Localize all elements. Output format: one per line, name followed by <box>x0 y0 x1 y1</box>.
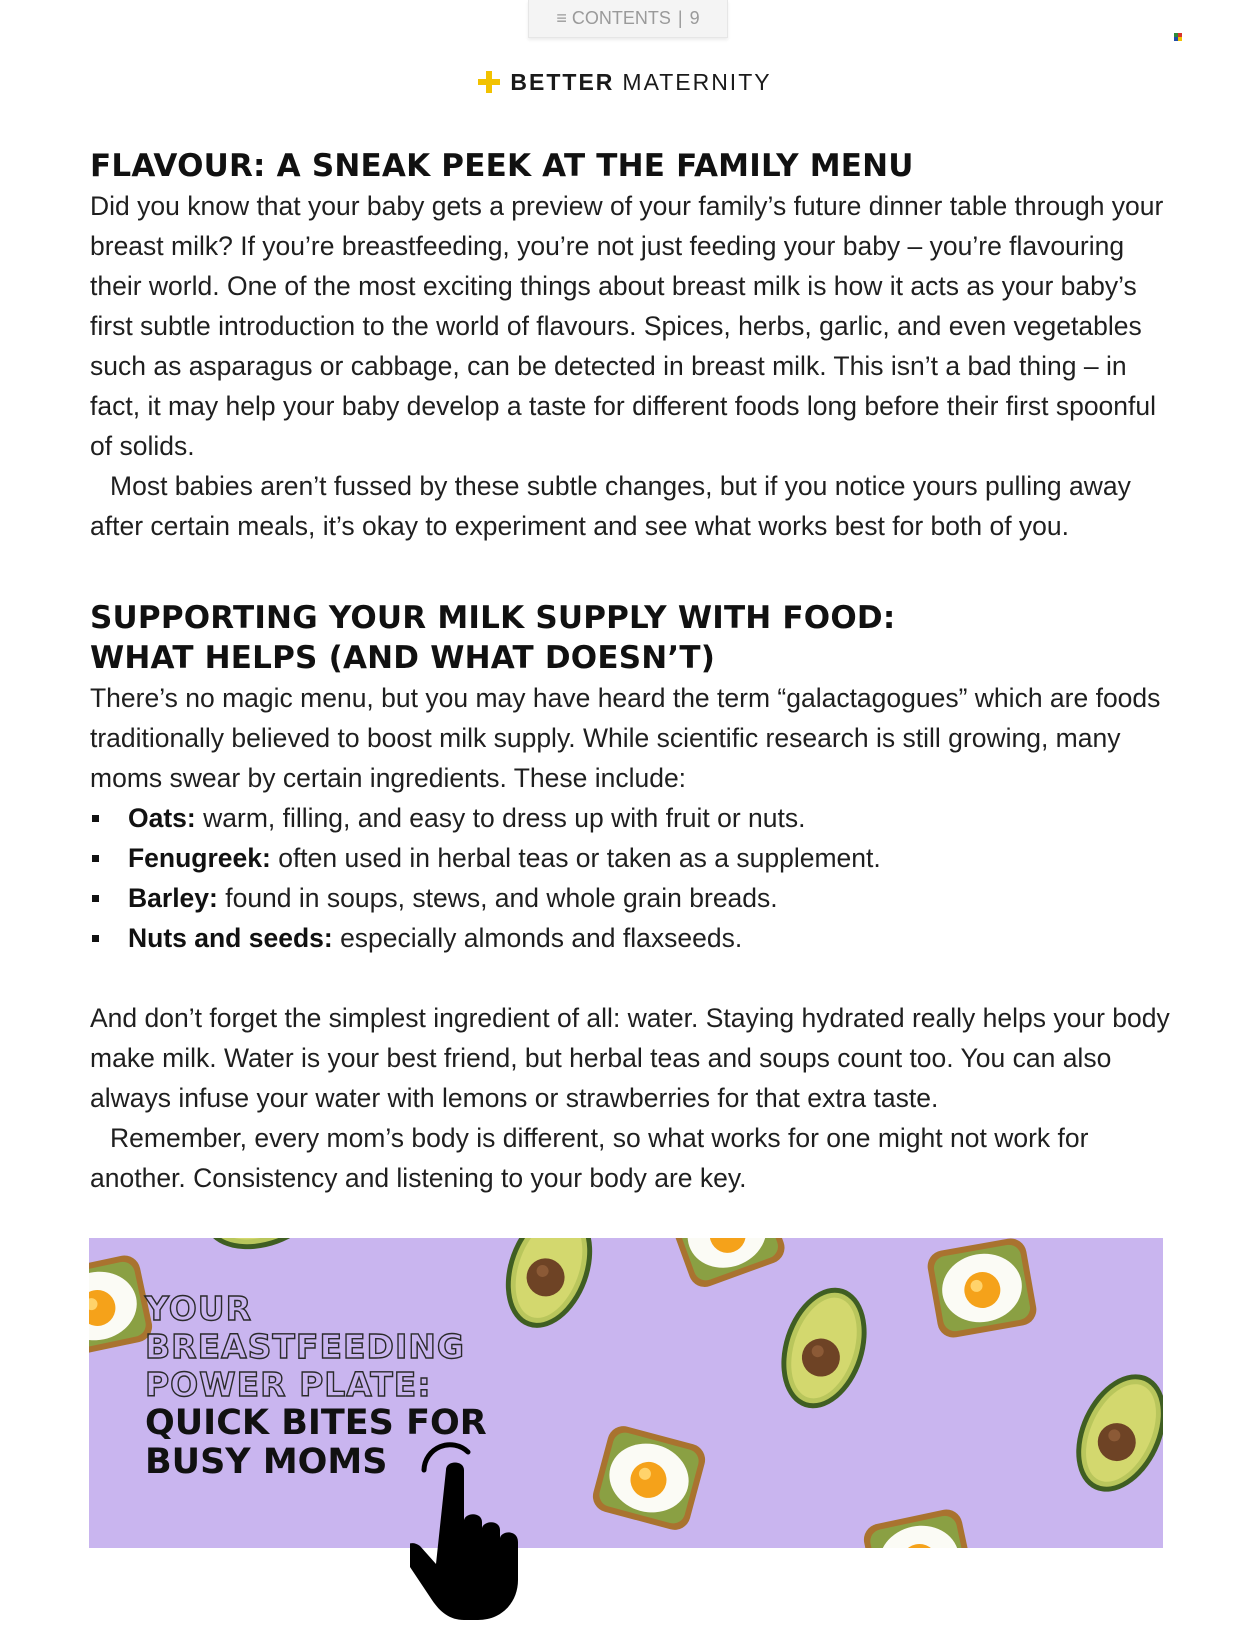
banner-title-outline: BREASTFEEDING <box>145 1327 465 1366</box>
pointing-hand-icon[interactable] <box>410 1440 540 1620</box>
list-item-desc: often used in herbal teas or taken as a supplement. <box>270 843 881 873</box>
list-item-desc: found in soups, stews, and whole grain breads. <box>217 883 778 913</box>
menu-icon: ≡ <box>556 8 572 28</box>
paragraph: There’s no magic menu, but you may have heard the term “galactagogues” which are foods traditionally believed to boost milk supply. While scientific research is still growing, many moms swear by certain ingredients. These include: <box>90 683 1161 793</box>
paragraph: And don’t forget the simplest ingredient of all: water. Staying hydrated really helps your body make milk. Water is your best friend, but herbal teas and soups count too. You can also always infuse your water with lemons or strawberries for that extra taste. <box>90 1003 1170 1113</box>
bullet-icon <box>92 895 99 902</box>
power-plate-banner-link[interactable] <box>89 1238 1163 1548</box>
bullet-icon <box>92 855 99 862</box>
page-number: 9 <box>689 8 700 28</box>
list-item <box>90 918 1170 958</box>
article-body <box>90 146 1170 1198</box>
paragraph: Did you know that your baby gets a preview of your family’s future dinner table through your breast milk? If you’re breastfeeding, you’re not just feeding your baby – you’re flavouring their world. One of the most exciting things about breast milk is how it acts as your baby’s first subtle introduction to the world of flavours. Spices, herbs, garlic, and even vegetables such as asparagus or cabbage, can be detected in breast milk. This isn’t a bad thing – in fact, it may help your baby develop a taste for different foods long before their first spoonful of solids. <box>90 191 1164 461</box>
section-heading-line-2: WHAT HELPS (AND WHAT DOESN’T) <box>90 640 716 676</box>
list-item-term: Barley: <box>128 883 218 913</box>
list-item <box>90 878 1170 918</box>
brand-logo <box>0 64 1250 100</box>
list-item-term: Fenugreek: <box>128 843 271 873</box>
list-item <box>90 838 1170 878</box>
paragraph: Most babies aren’t fussed by these subtle changes, but if you notice yours pulling away after certain meals, it’s okay to experiment and see what works best for both of you. <box>90 471 1131 541</box>
plus-cross-icon <box>478 71 500 93</box>
list-item-term: Nuts and seeds: <box>128 923 333 953</box>
paragraph: Remember, every mom’s body is different, so what works for one might not work for another. Consistency and listening to your body are key. <box>90 1123 1089 1193</box>
banner-title-outline: POWER PLATE: <box>145 1365 432 1404</box>
section-milk-supply <box>90 598 1170 1198</box>
avocado-icon <box>1059 1360 1163 1506</box>
contents-nav-button[interactable] <box>528 0 728 38</box>
bullet-icon <box>92 815 99 822</box>
banner-title-outline: YOUR <box>145 1289 252 1328</box>
list-item-desc: especially almonds and flaxseeds. <box>332 923 743 953</box>
section-flavour <box>90 146 1170 546</box>
list-item <box>90 798 1170 838</box>
bullet-icon <box>92 935 99 942</box>
list-item-term: Oats: <box>128 803 196 833</box>
avocado-icon <box>490 1238 608 1340</box>
egg-toast-icon <box>665 1238 789 1291</box>
contents-label: CONTENTS <box>571 8 671 28</box>
nav-divider: | <box>677 8 683 28</box>
banner-title-solid: QUICK BITES FOR <box>145 1403 487 1443</box>
list-item-desc: warm, filling, and easy to dress up with fruit or nuts. <box>195 803 806 833</box>
galactagogue-list <box>90 798 1170 958</box>
section-heading-line-1: SUPPORTING YOUR MILK SUPPLY WITH FOOD: <box>90 600 896 636</box>
brand-name-bold: BETTER <box>510 68 615 95</box>
egg-toast-icon <box>925 1238 1039 1340</box>
brand-name-regular: MATERNITY <box>622 68 772 95</box>
banner-title-solid: BUSY MOMS <box>145 1442 388 1482</box>
section-heading: FLAVOUR: A SNEAK PEEK AT THE FAMILY MENU <box>90 148 914 184</box>
egg-toast-icon <box>589 1423 708 1534</box>
corner-marker-icon <box>1174 33 1182 41</box>
egg-toast-icon <box>861 1507 977 1548</box>
avocado-icon <box>767 1277 881 1420</box>
avocado-icon <box>192 1238 336 1265</box>
